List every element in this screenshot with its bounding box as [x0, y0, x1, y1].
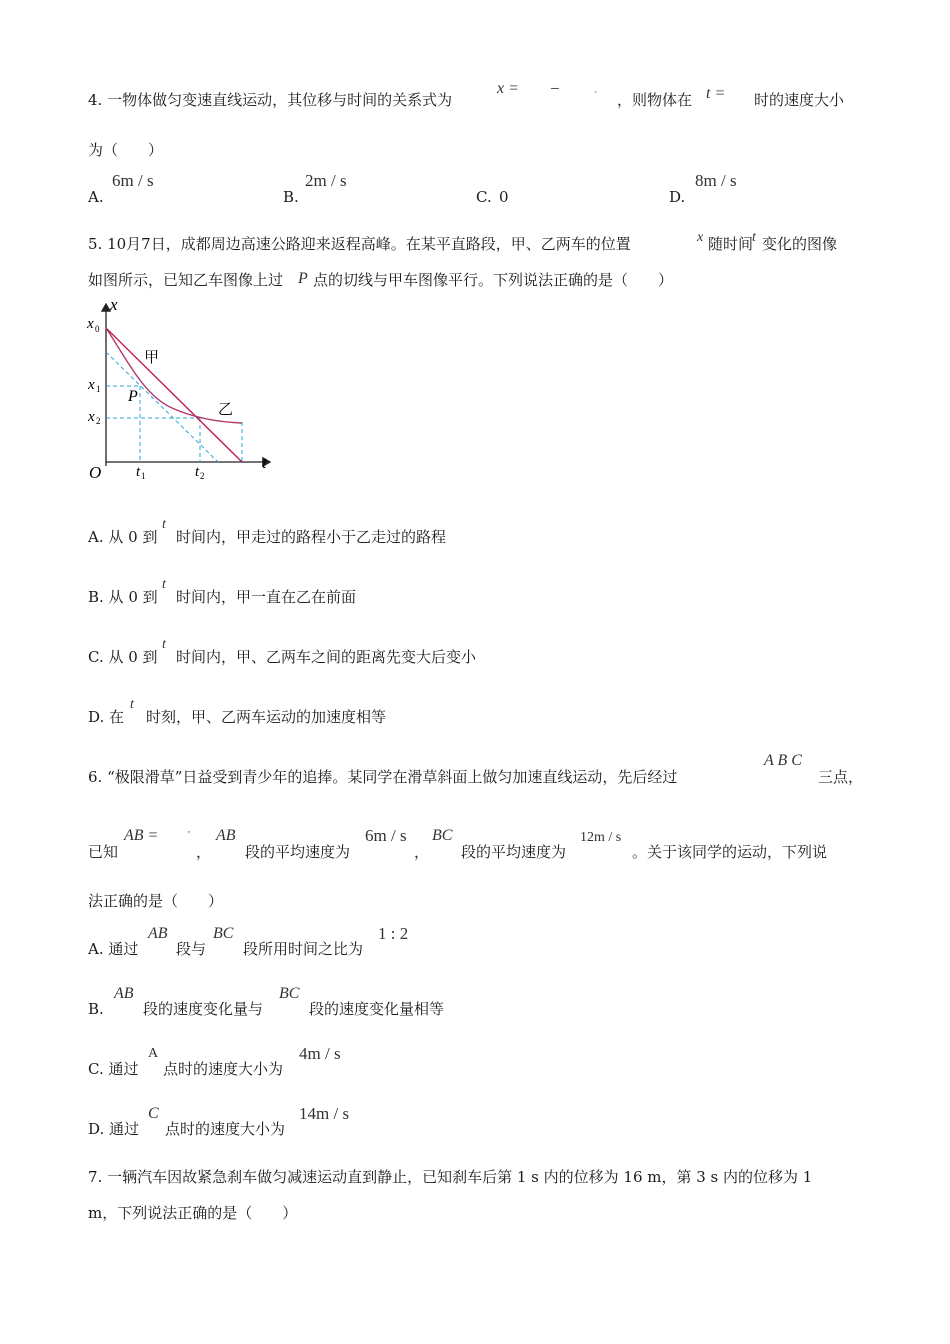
q6-ab: AB: [216, 827, 236, 844]
q5-line1-a: 5. 10月7日，成都周边高速公路迎来返程高峰。在某平直路段，甲、乙两车的位置: [88, 235, 631, 253]
q5-line1-c: 变化的图像: [762, 235, 838, 253]
q6-option-d-v: 14m / s: [299, 1104, 350, 1123]
t2-label: t: [195, 464, 200, 480]
q5-option-c[interactable]: C. 从 0 到: [88, 648, 158, 666]
q6-v1: 6m / s: [365, 826, 407, 845]
q6-option-d-point: C: [148, 1105, 159, 1122]
q6-bc: BC: [432, 827, 453, 844]
q4-stem-text-a: 4. 一物体做匀变速直线运动，其位移与时间的关系式为: [88, 91, 453, 109]
point-p-label: P: [128, 388, 138, 405]
x1-label: x: [88, 377, 95, 393]
q6-bc-text: 段的平均速度为: [461, 843, 567, 861]
q7-line1: 7. 一辆汽车因故紧急刹车做匀减速运动直到静止，已知刹车后第 1 s 内的位移为 16 m，第 3 s 内的位移为 1: [88, 1168, 813, 1186]
x1-sub: 1: [96, 384, 101, 394]
q6-comma1: ，: [196, 843, 212, 861]
q6-ab-text: 段的平均速度为: [245, 843, 351, 861]
q6-option-b-ab: AB: [114, 985, 134, 1002]
q6-option-c-point: A: [148, 1046, 159, 1061]
q5-option-a-t: t: [162, 517, 166, 532]
q5-line2-b: 点的切线与甲车图像平行。下列说法正确的是（ ）: [313, 271, 674, 289]
q4-math-x: x =: [497, 80, 519, 97]
q7-line2: m，下列说法正确的是（ ）: [88, 1204, 298, 1222]
t1-label: t: [136, 464, 141, 480]
q5-option-d[interactable]: D. 在: [88, 708, 125, 726]
q6-option-a-text1: 段与: [176, 940, 207, 958]
q5-option-a[interactable]: A. 从 0 到: [88, 528, 158, 546]
q4-option-d-value: 8m / s: [695, 171, 737, 190]
q6-points-abc: A B C: [764, 752, 802, 769]
q5-option-b[interactable]: B. 从 0 到: [88, 588, 158, 606]
q6-option-d-text: 点时的速度大小为: [165, 1120, 286, 1138]
q4-option-c-value: 0: [499, 188, 509, 206]
q6-ab-eq: AB =: [124, 827, 159, 844]
q5-line2-p: P: [298, 270, 308, 287]
q5-option-b-t: t: [162, 577, 166, 592]
q6-option-a[interactable]: A. 通过: [88, 940, 139, 958]
q6-line1: 6. “极限滑草”日益受到青少年的追捧。某同学在滑草斜面上做匀加速直线运动，先后经过: [88, 768, 678, 786]
q4-option-a-value: 6m / s: [112, 171, 154, 190]
q6-option-c-v: 4m / s: [299, 1044, 341, 1063]
q5-line1-t: t: [752, 230, 756, 245]
q4-option-b-letter[interactable]: B.: [283, 188, 299, 206]
q4-option-c-letter[interactable]: C.: [476, 188, 492, 206]
q6-option-b[interactable]: B.: [88, 1000, 104, 1018]
q5-option-d-text: 时刻，甲、乙两车运动的加速度相等: [146, 708, 387, 726]
q5-option-d-t: t: [130, 697, 134, 712]
q4-option-d-letter[interactable]: D.: [669, 188, 686, 206]
q4-option-b-value: 2m / s: [305, 171, 347, 190]
q6-option-b-text1: 段的速度变化量与: [143, 1000, 264, 1018]
q6-known: 已知: [88, 843, 119, 861]
x2-sub: 2: [96, 416, 101, 426]
q6-comma2: ，: [414, 843, 430, 861]
y-axis-label: x: [110, 296, 118, 314]
q4-option-a-letter[interactable]: A.: [88, 188, 104, 206]
q4-stem-text-d: 为（ ）: [88, 141, 164, 159]
x0-sub: 0: [95, 324, 100, 334]
q4-math-minus: −: [550, 79, 560, 98]
position-time-graph: [82, 296, 282, 491]
q6-line3: 法正确的是（ ）: [88, 892, 224, 910]
q6-tail: 。关于该同学的运动，下列说: [632, 843, 828, 861]
q6-option-c[interactable]: C. 通过: [88, 1060, 139, 1078]
q4-math-t: t =: [706, 85, 726, 102]
q5-option-c-t: t: [162, 637, 166, 652]
x-axis-label: t: [262, 453, 267, 472]
q4-stem-text-c: 时的速度大小: [754, 91, 845, 109]
q6-v2: 12m / s: [580, 830, 622, 845]
jia-label: 甲: [144, 350, 160, 366]
q6-option-a-text2: 段所用时间之比为: [243, 940, 364, 958]
q6-option-b-text2: 段的速度变化量相等: [309, 1000, 445, 1018]
q5-line1-b: 随时间: [708, 235, 754, 253]
jia-line: [106, 328, 242, 462]
q5-option-b-text: 时间内，甲一直在乙在前面: [176, 588, 357, 606]
x2-label: x: [88, 409, 95, 425]
q5-option-a-text: 时间内，甲走过的路程小于乙走过的路程: [176, 528, 447, 546]
q6-option-a-ab: AB: [148, 925, 168, 942]
q6-option-a-ratio: 1 : 2: [378, 924, 409, 943]
q6-line1-end: 三点，: [818, 768, 864, 786]
q4-stem-text-b: ，则物体在: [617, 91, 693, 109]
q5-line1-x: x: [697, 230, 704, 245]
q6-option-d[interactable]: D. 通过: [88, 1120, 140, 1138]
t1-sub: 1: [141, 471, 146, 481]
q6-option-b-bc: BC: [279, 985, 300, 1002]
t2-sub: 2: [200, 471, 205, 481]
origin-label: O: [89, 463, 102, 482]
q6-option-c-text: 点时的速度大小为: [163, 1060, 284, 1078]
x0-label: x: [87, 316, 94, 332]
q6-option-a-bc: BC: [213, 925, 234, 942]
yi-label: 乙: [218, 402, 234, 418]
q5-line2-a: 如图所示，已知乙车图像上过: [88, 271, 284, 289]
q5-option-c-text: 时间内，甲、乙两车之间的距离先变大后变小: [176, 648, 477, 666]
